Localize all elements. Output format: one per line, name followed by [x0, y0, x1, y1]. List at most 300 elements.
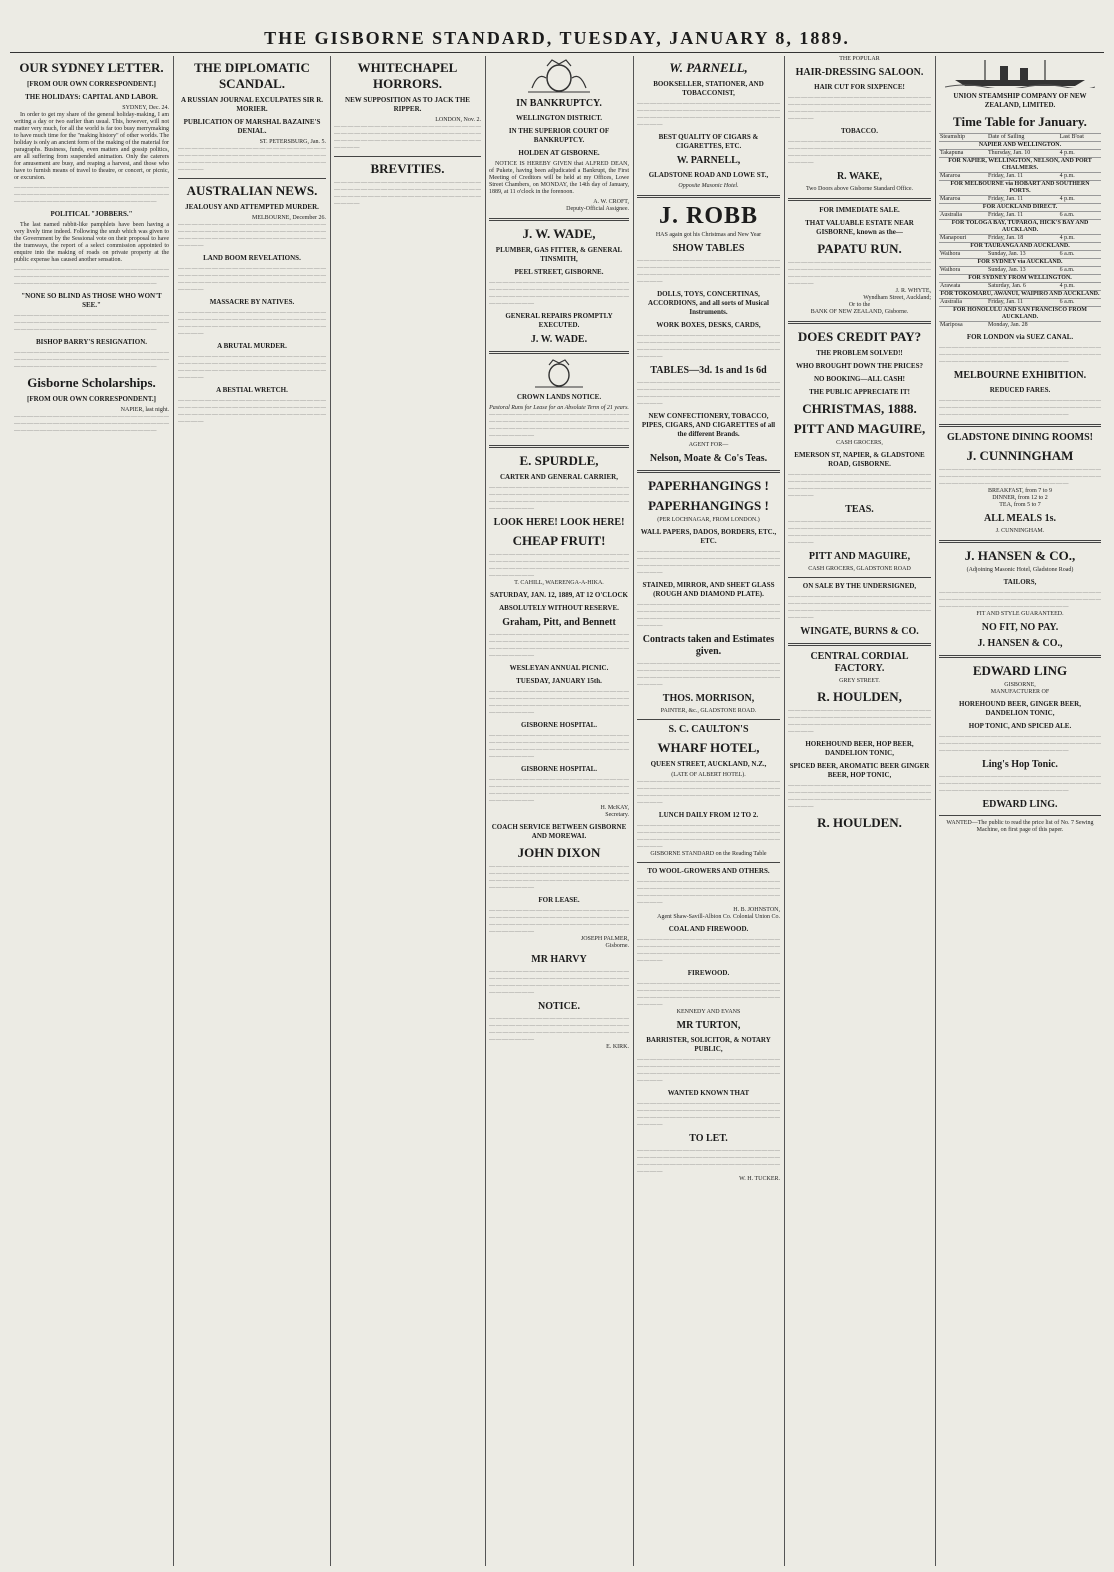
ad-coal-firewood: COAL AND FIREWOOD.: [668, 925, 749, 933]
signature: H. B. JOHNSTON,: [733, 907, 780, 913]
ad-hair-cut: HAIR CUT FOR SIXPENCE!: [814, 83, 905, 91]
body-text: — — — — — — — — — — — — — — — — — — — — — — — — — — — — — — — — — — — — — — — — — — — — — — — — — — — — — — — — — — — — — — — — — — — — — —: [489, 412, 629, 439]
ad-public-appreciate: THE PUBLIC APPRECIATE IT!: [809, 388, 910, 396]
ad-lings-hop-tonic: Ling's Hop Tonic.: [982, 759, 1058, 770]
body-text: — — — — — — — — — — — — — — — — — — — — — — — — — — — — — — — — — — — — — — — — — — — — — — — — — — — — — — — — — — — — — — — — — — — — — —: [178, 266, 326, 293]
ad-caulton: S. C. CAULTON'S: [668, 724, 749, 735]
body-text: — — — — — — — — — — — — — — — — — — — — — — — — — — — — — — — — — — — — — — — — — — — — — — — — — — — — — — — — — — — — — — — — — — — — — —: [14, 313, 169, 333]
ad-hospital: GISBORNE HOSPITAL.: [520, 765, 598, 773]
timetable-route: FOR TOLOGA BAY, TUPAROA, HICK'S BAY AND AUCKLAND.: [939, 220, 1101, 235]
body-text: — — — — — — — — — — — — — — — — — — — — — — — — — — — — — — — — — — — — — — — — — — — — — — — — — — — — — — — — — — — — — — — — — — — — — —: [637, 101, 780, 128]
timetable-cell-date: Friday, Jan. 11: [987, 173, 1059, 181]
timetable-route-row: [939, 307, 1101, 322]
headline-whitechapel-horrors: WHITECHAPEL HORRORS.: [357, 60, 458, 91]
body-text: — — — — — — — — — — — — — — — — — — — — — — — — — — — — — — — — — — — — — — — — — — — — — — — — — — — — — — — — — — — — — — — — — — — — — —: [637, 258, 780, 285]
ad-fit-style: FIT AND STYLE GUARANTEED.: [976, 611, 1064, 617]
signature: W. H. TUCKER.: [739, 1176, 780, 1182]
timetable-cell-ship: Mariposa: [939, 322, 987, 330]
column-divider: [330, 56, 331, 1566]
body-text: — — — — — — — — — — — — — — — — — — — — — — — — — — — — — — — — — — — — — — — — — — — — — — — — — — — — — — — — — — — — — — — — — — — — — —: [14, 185, 169, 205]
ad-parnell-trade: BOOKSELLER, STATIONER, AND TOBACCONIST,: [653, 80, 764, 97]
divider: [939, 424, 1101, 427]
ad-contracts: Contracts taken and Estimates given.: [642, 634, 775, 657]
timetable-row: [939, 150, 1101, 158]
subheading-holidays: THE HOLIDAYS: CAPITAL AND LABOR.: [25, 93, 158, 101]
timetable-cell-time: [1059, 322, 1101, 330]
timetable-cell-time: 4 p.m.: [1059, 173, 1101, 181]
body-text: — — — — — — — — — — — — — — — — — — — — — — — — — — — — — — — — — — — — — — — — — — — — — — — — — — — — — — — — — — — — — — — — — — — — — —: [637, 602, 780, 629]
ad-paperhangings: PAPERHANGINGS !: [648, 498, 769, 513]
timetable-cell-date: Sunday, Jan. 13: [987, 267, 1059, 275]
divider: [637, 862, 780, 863]
ad-hairdresser-popular: THE POPULAR: [839, 56, 880, 62]
divider: [788, 321, 931, 324]
ad-reading-table: GISBORNE STANDARD on the Reading Table: [650, 851, 767, 857]
headline-gisborne-scholarships: Gisborne Scholarships.: [27, 375, 156, 390]
timetable-route-row: [939, 243, 1101, 251]
timetable-route: FOR TAURANGA AND AUCKLAND.: [939, 243, 1101, 251]
subheading-none-so-blind: "NONE SO BLIND AS THOSE WHO WON'T SEE.": [21, 292, 162, 309]
ad-union-steamship: UNION STEAMSHIP COMPANY OF NEW ZEALAND, LIMITED.: [953, 92, 1087, 109]
ad-immediate-sale: FOR IMMEDIATE SALE.: [819, 206, 900, 214]
timetable-route: FOR SYDNEY via AUCKLAND.: [939, 259, 1101, 267]
ad-picnic-date: TUESDAY, JANUARY 15th.: [516, 677, 602, 685]
ad-pitt-maguire: PITT AND MAGUIRE,: [793, 421, 926, 436]
ad-all-meals: ALL MEALS 1s.: [984, 513, 1056, 524]
signature: A. W. CROFT,: [593, 199, 629, 205]
column-divider: [485, 56, 486, 1566]
royal-crest-icon: [531, 359, 587, 389]
subheading-bishop-barry: BISHOP BARRY'S RESIGNATION.: [35, 338, 148, 346]
ad-mr-harvy: MR HARVY: [531, 954, 587, 965]
timetable-cell-date: Friday, Jan. 18: [987, 235, 1059, 243]
ad-lunch: LUNCH DAILY FROM 12 TO 2.: [658, 811, 759, 819]
ad-no-fit-no-pay: NO FIT, NO PAY.: [981, 622, 1059, 633]
dateline: SYDNEY, Dec. 24.: [122, 105, 169, 111]
signature-title: Secretary.: [605, 812, 629, 818]
body-text: — — — — — — — — — — — — — — — — — — — — — — — — — — — — — — — — — — — — — — — — — — — — — — — — — — — — — — — — — — — — — — — — — — — — — —: [178, 398, 326, 425]
ad-crown-lands: CROWN LANDS NOTICE.: [516, 393, 602, 401]
ad-robb-boxes: WORK BOXES, DESKS, CARDS,: [656, 321, 761, 329]
body-text: — — — — — — — — — — — — — — — — — — — — — — — — — — — — — — — — — — — — — — — — — — — — — — — — — — — — — — — — — — — — — — — — — — — — — —: [334, 180, 481, 207]
ad-kennedy-evans: KENNEDY AND EVANS: [676, 1009, 741, 1015]
subheading: HOLDEN AT GISBORNE.: [518, 149, 600, 157]
ad-robb-name: J. ROBB: [658, 203, 758, 229]
timetable-cell-ship: Waihora: [939, 267, 987, 275]
signature-title: Wyndham Street, Auckland;: [863, 295, 931, 301]
timetable-cell-time: 6 a.m.: [1059, 267, 1101, 275]
timetable-header-cell: Date of Sailing: [987, 134, 1059, 142]
divider: [489, 445, 629, 448]
timetable-cell-ship: Manapouri: [939, 235, 987, 243]
timetable-route-row: [939, 291, 1101, 299]
bankruptcy-notice: NOTICE IS HEREBY GIVEN that ALFRED DEAN, of Pukete, having been adjudicated a Bankrupt, the First Meeting of Creditors will be held at my Offices, Lowe Street Chambers, on MONDAY, the 14th day of January, 1889, at 11 o'clock in the forenoon.: [489, 161, 629, 195]
timetable-route-row: [939, 275, 1101, 283]
timetable-route: FOR NAPIER, WELLINGTON, NELSON, AND PORT CHALMERS.: [939, 158, 1101, 173]
timetable-row: [939, 299, 1101, 307]
timetable-cell-date: Sunday, Jan. 13: [987, 251, 1059, 259]
divider: [637, 195, 780, 198]
headline-diplomatic-scandal: THE DIPLOMATIC SCANDAL.: [194, 60, 310, 91]
body-text: — — — — — — — — — — — — — — — — — — — — — — — — — — — — — — — — — — — — — — — — — — — — — — — — — — — — — — — — — — — — — — — — — — — — — —: [489, 777, 629, 804]
timetable-row: [939, 267, 1101, 275]
masthead-title: THE GISBORNE STANDARD, TUESDAY, JANUARY 8, 1889.: [264, 28, 850, 48]
timetable-route: FOR MELBOURNE via HOBART AND SOUTHERN PORTS.: [939, 181, 1101, 196]
timetable-route-row: [939, 181, 1101, 196]
timetable-route-row: [939, 259, 1101, 267]
body-text: — — — — — — — — — — — — — — — — — — — — — — — — — — — — — — — — — — — — — — — — — — — — — — — — — — — — — — — — — — — — — — — — — — — — — —: [489, 908, 629, 935]
ad-cahill-signature: T. CAHILL, WAERENGA-A-HIKA.: [514, 580, 604, 586]
divider: [939, 540, 1101, 543]
timetable-header: [939, 134, 1101, 142]
ad-ling-hop-tonic: HOP TONIC, AND SPICED ALE.: [968, 722, 1072, 730]
ad-hansen-address: (Adjoining Masonic Hotel, Gladstone Road): [966, 567, 1074, 573]
ad-pitt-maguire-address: CASH GROCERS, GLADSTONE ROAD: [808, 566, 911, 572]
timetable-row: [939, 235, 1101, 243]
divider: [788, 577, 931, 578]
headline-australian-news: AUSTRALIAN NEWS.: [186, 183, 318, 198]
subheading: A BESTIAL WRETCH.: [216, 386, 288, 394]
dateline: ST. PETERSBURG, Jan. 5.: [259, 139, 326, 145]
body-text: — — — — — — — — — — — — — — — — — — — — — — — — — — — — — — — — — — — — — — — — — — — — — — — — — — — — — — — — — — — — — — — — — — — — — —: [14, 350, 169, 370]
subheading: IN THE SUPERIOR COURT OF BANKRUPTCY.: [508, 127, 610, 144]
ad-john-dixon: JOHN DIXON: [517, 845, 601, 860]
ad-morrison-trade: PAINTER, &c., GLADSTONE ROAD.: [660, 708, 757, 714]
byline: [FROM OUR OWN CORRESPONDENT.]: [27, 80, 156, 88]
body-text: — — — — — — — — — — — — — — — — — — — — — — — — — — — — — — — — — — — — — — — — — — — — — — — — — — — — — — — — — — — — — — — — — — — — — —: [637, 661, 780, 688]
divider: [178, 178, 326, 179]
timetable-route: NAPIER AND WELLINGTON.: [939, 142, 1101, 150]
ad-wesleyan-picnic: WESLEYAN ANNUAL PICNIC.: [509, 664, 609, 672]
body-text: — — — — — — — — — — — — — — — — — — — — — — — — — — — — — — — — — — — — — — — — — — — — — — — — — — — — — — — — — — — — — — — — — — — — — —: [489, 689, 629, 716]
timetable: [939, 133, 1101, 329]
ad-parnell-address: GLADSTONE ROAD AND LOWE ST.,: [648, 171, 769, 179]
ad-no-booking: NO BOOKING—ALL CASH!: [813, 375, 905, 383]
ad-wool-growers: TO WOOL-GROWERS AND OTHERS.: [647, 867, 770, 875]
ad-who-brought: WHO BROUGHT DOWN THE PRICES?: [796, 362, 923, 370]
body-text: — — — — — — — — — — — — — — — — — — — — — — — — — — — — — — — — — — — — — — — — — — — — — — — — — — — — — — — — — — — — — — — — — — — — — —: [637, 380, 780, 407]
ad-gladstone-dining: GLADSTONE DINING ROOMS!: [947, 432, 1093, 443]
ad-hotel-address: QUEEN STREET, AUCKLAND, N.Z.,: [650, 760, 767, 768]
body-text: — — — — — — — — — — — — — — — — — — — — — — — — — — — — — — — — — — — — — — — — — — — — — — — — — — — — — — — — — — — — — — — — — — — — — —: [788, 594, 931, 621]
signature: E. KIRK.: [606, 1044, 629, 1050]
timetable-route: FOR SYDNEY FROM WELLINGTON.: [939, 275, 1101, 283]
timetable-cell-ship: Waihora: [939, 251, 987, 259]
column-notices: [489, 56, 629, 1566]
column-divider: [935, 56, 936, 1566]
ad-spurdle-name: E. SPURDLE,: [519, 453, 599, 468]
ad-robb-sub: HAS again got his Christmas and New Year: [655, 232, 762, 238]
column-divider: [173, 56, 174, 1566]
ad-christmas: CHRISTMAS, 1888.: [802, 401, 917, 416]
ad-hansen-signature: J. HANSEN & CO.,: [977, 638, 1063, 649]
signature-title: Deputy-Official Assignee.: [566, 206, 629, 212]
ad-wade-address: PEEL STREET, GISBORNE.: [514, 268, 604, 276]
subheading: JEALOUSY AND ATTEMPTED MURDER.: [185, 203, 319, 211]
divider: [637, 470, 780, 473]
body-text: — — — — — — — — — — — — — — — — — — — — — — — — — — — — — — — — — — — — — — — — — — — — — — — — — — — — — — — — — — — — — — — — — — — — — —: [637, 1148, 780, 1175]
timetable-cell-ship: Australia: [939, 212, 987, 220]
timetable-cell-date: Friday, Jan. 11: [987, 299, 1059, 307]
timetable-route: FOR HONOLULU AND SAN FRANCISCO FROM AUCKLAND.: [939, 307, 1101, 322]
timetable-cell-time: 4 p.m.: [1059, 283, 1101, 291]
ad-wade-trade: PLUMBER, GAS FITTER, & GENERAL TINSMITH,: [495, 246, 623, 263]
timetable-cell-time: 6 a.m.: [1059, 212, 1101, 220]
body-text: — — — — — — — — — — — — — — — — — — — — — — — — — — — — — — — — — — — — — — — — — — — — — — — — — — — — — — — — — — — — — — — — — — — — — —: [178, 310, 326, 337]
signature: JOSEPH PALMER,: [580, 936, 629, 942]
ad-tailors: TAILORS,: [1003, 578, 1037, 586]
ad-cordial-factory: CENTRAL CORDIAL FACTORY.: [810, 651, 909, 674]
ad-wake-signature: R. WAKE,: [836, 171, 883, 182]
body-text: — — — — — — — — — — — — — — — — — — — — — — — — — — — — — — — — — — — — — — — — — — — — — — — — — — — — — — — — — — — — — — — — — — — — — —: [637, 937, 780, 964]
subheading: PUBLICATION OF MARSHAL BAZAINE'S DENIAL.: [183, 118, 321, 135]
timetable-header-cell: Last B'oat: [1059, 134, 1101, 142]
ad-robb-tables: TABLES—3d. 1s and 1s 6d: [650, 365, 767, 376]
body-text: — — — — — — — — — — — — — — — — — — — — — — — — — — — — — — — — — — — — — — — — — — — — — — — — — — — — — — — — — — — — — — — — — — — — — —: [489, 280, 629, 307]
divider: [788, 643, 931, 646]
ad-robb-show-tables: SHOW TABLES: [672, 243, 745, 254]
timetable-cell-time: 6 a.m.: [1059, 251, 1101, 259]
ad-auctioneers: Graham, Pitt, and Bennett: [502, 617, 616, 628]
royal-crest-icon: [524, 58, 594, 94]
subheading: MASSACRE BY NATIVES.: [209, 298, 295, 306]
headline-bankruptcy: IN BANKRUPTCY.: [516, 98, 602, 109]
body-text: — — — — — — — — — — — — — — — — — — — — — — — — — — — — — — — — — — — — — — — — — — — — — — — — — — — — — — — — — — — — — — — — — — — — — —: [178, 222, 326, 249]
ad-confectionery: NEW CONFECTIONERY, TOBACCO, PIPES, CIGARS, AND CIGARETTES of all the different Brands.: [641, 412, 776, 438]
body-text: — — — — — — — — — — — — — — — — — — — — — — — — — — — — — — — — — — — — — — — — — — — — — — — — — — — — — — — — — — — — — — — — — — — — — —: [788, 95, 931, 122]
steamship-icon: [945, 58, 1095, 88]
ad-wingate-burns: WINGATE, BURNS & CO.: [800, 626, 919, 637]
ad-coach-service: COACH SERVICE BETWEEN GISBORNE AND MOREWAI.: [491, 823, 627, 840]
ad-parnell-signature: W. PARNELL,: [676, 155, 741, 166]
timetable-row: [939, 251, 1101, 259]
ad-ling-signature: EDWARD LING.: [982, 799, 1058, 810]
ad-dinner: DINNER, from 12 to 2: [992, 495, 1048, 501]
masthead-rule: [10, 52, 1104, 53]
column-diplomatic-scandal: [178, 56, 326, 1566]
ad-horehound: HOREHOUND BEER, HOP BEER, DANDELION TONIC,: [805, 740, 914, 757]
body-text: — — — — — — — — — — — — — — — — — — — — — — — — — — — — — — — — — — — — — — — — — — — — — — — — — — — — — — — — — — — — — — — — — — — — — —: [637, 879, 780, 906]
body-text: — — — — — — — — — — — — — — — — — — — — — — — — — — — — — — — — — — — — — — — — — — — — — — — — — — — — — — — — — — — — — — — — — — — — — —: [489, 552, 629, 579]
ad-parnell-name: W. PARNELL,: [669, 60, 748, 75]
ad-wake-address: Two Doors above Gisborne Standard Office.: [805, 186, 914, 192]
body-text: — — — — — — — — — — — — — — — — — — — — — — — — — — — — — — — — — — — — — — — — — — — — — — — — — — — — — — — — — — — — — — — — — — — — — —: [788, 139, 931, 166]
ad-parnell-cigars: BEST QUALITY OF CIGARS & CIGARETTES, ETC.: [658, 133, 759, 150]
divider: [637, 719, 780, 720]
article-paragraph: In order to get my share of the general holiday-making, I am writing a day or two earlier than usual. This, however, will not matter very much, for all the world is far too busy merrymaking to have much time for the "making history" of other worlds. The holiday is only an ancient form of the making of the material for paragraphs. Business, funds, even matters and gossip politics, are all suffering from suspended animation. Only the caterers for amusement are busy, and reaping a harvest, and those who have to furnish means of travel to theatre, or concert, or picnic, or excursion.: [14, 112, 169, 181]
timetable-cell-date: Monday, Jan. 28: [987, 322, 1059, 330]
divider: [489, 218, 629, 221]
timetable-row: [939, 212, 1101, 220]
body-text: — — — — — — — — — — — — — — — — — — — — — — — — — — — — — — — — — — — — — — — — — — — — — — — — — — — — — — — — — — — — — — — — — — — — — —: [637, 823, 780, 850]
ad-hotel-late: (LATE OF ALBERT HOTEL).: [671, 772, 746, 778]
body-text: — — — — — — — — — — — — — — — — — — — — — — — — — — — — — — — — — — — — — — — — — — — — — — — — — — — — — — — — — — — — — — — — — — — — — —: [939, 590, 1101, 610]
body-text: — — — — — — — — — — — — — — — — — — — — — — — — — — — — — — — — — — — — — — — — — — — — — — — — — — — — — — — — — — — — — — — — — — — — — —: [788, 472, 931, 499]
ad-bank-nz: BANK OF NEW ZEALAND, Gisborne.: [810, 309, 909, 315]
body-text: — — — — — — — — — — — — — — — — — — — — — — — — — — — — — — — — — — — — — — — — — — — — — — — — — — — — — — — — — — — — — — — — — — — — — —: [489, 632, 629, 659]
body-text: — — — — — — — — — — — — — — — — — — — — — — — — — — — — — — — — — — — — — — — — — — — — — — — — — — — — — — — — — — — — — — — — — — — — — —: [788, 519, 931, 546]
divider: [489, 351, 629, 354]
ad-morrison-signature: THOS. MORRISON,: [662, 693, 755, 704]
ad-london-suez: FOR LONDON via SUEZ CANAL.: [966, 333, 1074, 341]
ad-ling-town: GISBORNE,: [1004, 682, 1036, 688]
ad-hansen: J. HANSEN & CO.,: [964, 548, 1076, 563]
ad-tobacco: TOBACCO.: [840, 127, 879, 135]
subheading: LAND BOOM REVELATIONS.: [203, 254, 301, 262]
body-text: — — — — — — — — — — — — — — — — — — — — — — — — — — — — — — — — — — — — — — — — — — — — — — — — — — — — — — — — — — — — — — — — — — — — — —: [788, 260, 931, 287]
body-text: — — — — — — — — — — — — — — — — — — — — — — — — — — — — — — — — — — — — — — — — — — — — — — — — — — — — — — — — — — — — — — — — — — — — — —: [14, 414, 169, 434]
timetable-route-row: [939, 158, 1101, 173]
column-shipping: [939, 56, 1101, 1566]
divider: [939, 815, 1101, 816]
ad-cheap-fruit: CHEAP FRUIT!: [512, 533, 606, 548]
body-text: — — — — — — — — — — — — — — — — — — — — — — — — — — — — — — — — — — — — — — — — — — — — — — — — — — — — — — — — — — — — — — — — — — — — — —: [637, 779, 780, 806]
column-advertisements-a: [637, 56, 780, 1566]
ad-cunningham: J. CUNNINGHAM: [966, 448, 1074, 463]
body-text: — — — — — — — — — — — — — — — — — — — — — — — — — — — — — — — — — — — — — — — — — — — — — — — — — — — — — — — — — — — — — — — — — — — — — —: [178, 354, 326, 381]
ad-papatu-run: PAPATU RUN.: [817, 241, 902, 256]
ad-turton-trade: BARRISTER, SOLICITOR, & NOTARY PUBLIC,: [646, 1036, 771, 1053]
body-text: — — — — — — — — — — — — — — — — — — — — — — — — — — — — — — — — — — — — — — — — — — — — — — — — — — — — — — — — — — — — — — — — — — — — — —: [489, 733, 629, 760]
ad-ling-manufacturer: MANUFACTURER OF: [990, 689, 1050, 695]
ad-wade-tagline: GENERAL REPAIRS PROMPTLY EXECUTED.: [505, 312, 613, 329]
ad-look-here: LOOK HERE! LOOK HERE!: [493, 517, 625, 528]
signature-title: Agent Shaw-Savill-Albion Co. Colonial Union Co.: [657, 914, 780, 920]
byline: [FROM OUR OWN CORRESPONDENT.]: [27, 395, 156, 403]
ad-pitt-address: EMERSON ST, NAPIER, & GLADSTONE ROAD, GISBORNE.: [794, 451, 925, 468]
signature-or: Or to the: [848, 302, 871, 308]
timetable-cell-time: 4 p.m.: [1059, 235, 1101, 243]
ad-firewood: FIREWOOD.: [687, 969, 730, 977]
dateline: MELBOURNE, December 26.: [252, 215, 326, 221]
dateline: NAPIER, last night.: [120, 407, 169, 413]
ad-auction-reserve: ABSOLUTELY WITHOUT RESERVE.: [499, 604, 619, 612]
ad-wharf-hotel: WHARF HOTEL,: [657, 740, 760, 755]
ad-glass: STAINED, MIRROR, AND SHEET GLASS (ROUGH AND DIAMOND PLATE).: [642, 581, 775, 598]
timetable-cell-date: Friday, Jan. 11: [987, 212, 1059, 220]
body-text: — — — — — — — — — — — — — — — — — — — — — — — — — — — — — — — — — — — — — — — — — — — — — — — — — — — — — — — — — — — — — — — — — — — — — —: [939, 774, 1101, 794]
ad-ling-horehound: HOREHOUND BEER, GINGER BEER, DANDELION TONIC,: [959, 700, 1081, 717]
signature-title: Gisborne.: [605, 943, 629, 949]
column-divider: [784, 56, 785, 1566]
timetable-route-row: [939, 220, 1101, 235]
ad-hospital: GISBORNE HOSPITAL.: [520, 721, 598, 729]
ad-parnell-address2: Opposite Masonic Hotel.: [678, 183, 739, 189]
ad-to-let: TO LET.: [689, 1133, 728, 1144]
timetable-cell-time: 6 a.m.: [1059, 299, 1101, 307]
body-text: — — — — — — — — — — — — — — — — — — — — — — — — — — — — — — — — — — — — — — — — — — — — — — — — — — — — — — — — — — — — — — — — — — — — — —: [489, 864, 629, 891]
timetable-route-row: [939, 204, 1101, 212]
timetable-route-row: [939, 142, 1101, 150]
timetable-row: [939, 196, 1101, 204]
ad-wade-name: J. W. WADE,: [522, 226, 596, 241]
timetable-title: Time Table for January.: [953, 114, 1087, 129]
ad-credit-pay: DOES CREDIT PAY?: [797, 329, 922, 344]
timetable-cell-ship: Australia: [939, 299, 987, 307]
timetable-route: FOR TOKOMARU, AWANUI, WAIPIRO AND AUCKLAND.: [940, 291, 1100, 297]
timetable-row: [939, 322, 1101, 330]
timetable-cell-date: Thursday, Jan. 10: [987, 150, 1059, 158]
body-text: — — — — — — — — — — — — — — — — — — — — — — — — — — — — — — — — — — — — — — — — — — — — — — — — — — — — — — — — — — — — — — — — — — — — — —: [939, 345, 1101, 365]
article-paragraph: The last named rabbit-like pamphlets have been having a very lively time indeed. Following the snub which was given to the Government by the Sessional vote on their proposal to have the tramways, the report of a select commission appointed to enquire into the making of roads on private property at the public expense has caused another sensation.: [14, 222, 169, 263]
column-advertisements-b: [788, 56, 931, 1566]
timetable-header-cell: Steamship: [939, 134, 987, 142]
signature: J. R. WHYTE,: [895, 288, 931, 294]
body-text: — — — — — — — — — — — — — — — — — — — — — — — — — — — — — — — — — — — — — — — — — — — — — — — — — — — — — — — — — — — — — — — — — — — — — —: [788, 708, 931, 735]
subheading: A BRUTAL MURDER.: [217, 342, 287, 350]
body-text: — — — — — — — — — — — — — — — — — — — — — — — — — — — — — — — — — — — — — — — — — — — — — — — — — — — — — — — — — — — — — — — — — — — — — —: [939, 467, 1101, 487]
ad-mr-turton: MR TURTON,: [676, 1020, 741, 1031]
body-text: — — — — — — — — — — — — — — — — — — — — — — — — — — — — — — — — — — — — — — — — — — — — — — — — — — — — — — — — — — — — — — — — — — — — — —: [489, 485, 629, 512]
ad-breakfast: BREAKFAST, from 7 to 9: [988, 488, 1052, 494]
ad-wall-papers: WALL PAPERS, DADOS, BORDERS, ETC., ETC.: [640, 528, 777, 545]
divider: [334, 156, 481, 157]
ad-cunningham-signature: J. CUNNINGHAM.: [995, 528, 1045, 534]
ad-teas: TEAS.: [845, 504, 874, 515]
ad-problem-solved: THE PROBLEM SOLVED!!: [816, 349, 903, 357]
body-text: — — — — — — — — — — — — — — — — — — — — — — — — — — — — — — — — — — — — — — — — — — — — — — — — — — — — — — — — — — — — — — — — — — — — — —: [178, 146, 326, 173]
timetable-row: [939, 283, 1101, 291]
body-text: — — — — — — — — — — — — — — — — — — — — — — — — — — — — — — — — — — — — — — — — — — — — — — — — — — — — — — — — — — — — — — — — — — — — — —: [637, 333, 780, 360]
ad-notice: NOTICE.: [538, 1001, 580, 1012]
body-text: — — — — — — — — — — — — — — — — — — — — — — — — — — — — — — — — — — — — — — — — — — — — — — — — — — — — — — — — — — — — — — — — — — — — — —: [788, 783, 931, 810]
ad-reduced-fares: REDUCED FARES.: [989, 386, 1051, 394]
ad-tea: TEA, from 5 to 7: [999, 502, 1041, 508]
ad-on-sale: ON SALE BY THE UNDERSIGNED,: [802, 582, 917, 590]
timetable-cell-ship: Mararoa: [939, 173, 987, 181]
ad-houlden-signature: R. HOULDEN.: [817, 815, 902, 830]
ad-grey-street: GREY STREET.: [839, 678, 880, 684]
subheading: A RUSSIAN JOURNAL EXCULPATES SIR R. MORIER.: [180, 96, 324, 113]
ad-paperhangings-ship: (PER LOCHNAGAR, FROM LONDON.): [657, 517, 760, 523]
timetable-cell-date: Saturday, Jan. 6: [987, 283, 1059, 291]
ad-spiced-beer: SPICED BEER, AROMATIC BEER GINGER BEER, HOP TONIC,: [789, 762, 930, 779]
headline-brevities: BREVITIES.: [370, 161, 445, 176]
timetable-cell-ship: Mararoa: [939, 196, 987, 204]
body-text: — — — — — — — — — — — — — — — — — — — — — — — — — — — — — — — — — — — — — — — — — — — — — — — — — — — — — — — — — — — — — — — — — — — — — —: [14, 267, 169, 287]
ad-hairdressing-saloon: HAIR-DRESSING SALOON.: [795, 67, 924, 78]
timetable-cell-ship: Takapuna: [939, 150, 987, 158]
timetable-row: [939, 173, 1101, 181]
subheading: WELLINGTON DISTRICT.: [515, 114, 603, 122]
timetable-route: FOR AUCKLAND DIRECT.: [939, 204, 1101, 212]
divider: [939, 655, 1101, 658]
subheading-political-jobbers: POLITICAL "JOBBERS.": [50, 210, 133, 218]
body-text: — — — — — — — — — — — — — — — — — — — — — — — — — — — — — — — — — — — — — — — — — — — — — — — — — — — — — — — — — — — — — — — — — — — — — —: [637, 1057, 780, 1084]
divider: [788, 198, 931, 201]
timetable-cell-time: 4 p.m.: [1059, 150, 1101, 158]
dateline: LONDON, Nov. 2.: [435, 117, 481, 123]
body-text: — — — — — — — — — — — — — — — — — — — — — — — — — — — — — — — — — — — — — — — — — — — — — — — — — — — — — — — — — — — — — — — — — — — — — —: [489, 1016, 629, 1043]
ad-for-lease: FOR LEASE.: [538, 896, 580, 904]
column-sydney-letter: [14, 56, 169, 1566]
ad-pitt-maguire-signature: PITT AND MAGUIRE,: [808, 551, 911, 562]
timetable-cell-date: Friday, Jan. 11: [987, 196, 1059, 204]
ad-cash-grocers: CASH GROCERS,: [836, 440, 883, 446]
ad-edward-ling: EDWARD LING: [972, 663, 1068, 678]
column-divider: [633, 56, 634, 1566]
timetable-cell-time: 4 p.m.: [1059, 196, 1101, 204]
ad-sewing-machine: WANTED—The public to read the price list of No. 7 Sewing Machine, on first page of this paper.: [946, 820, 1094, 833]
headline-sydney-letter: OUR SYDNEY LETTER.: [19, 60, 164, 75]
ad-wade-signature: J. W. WADE.: [530, 334, 588, 345]
timetable-cell-ship: Arawata: [939, 283, 987, 291]
body-text: — — — — — — — — — — — — — — — — — — — — — — — — — — — — — — — — — — — — — — — — — — — — — — — — — — — — — — — — — — — — — — — — — — — — — —: [489, 969, 629, 996]
ad-auction-date: SATURDAY, JAN. 12, 1889, AT 12 O'CLOCK: [490, 591, 628, 599]
body-text: — — — — — — — — — — — — — — — — — — — — — — — — — — — — — — — — — — — — — — — — — — — — — — — — — — — — — — — — — — — — — — — — — — — — — —: [939, 734, 1101, 754]
ad-melbourne-exhibition: MELBOURNE EXHIBITION.: [953, 370, 1087, 381]
body-text: — — — — — — — — — — — — — — — — — — — — — — — — — — — — — — — — — — — — — — — — — — — — — — — — — — — — — — — — — — — — — — — — — — — — — —: [637, 981, 780, 1008]
